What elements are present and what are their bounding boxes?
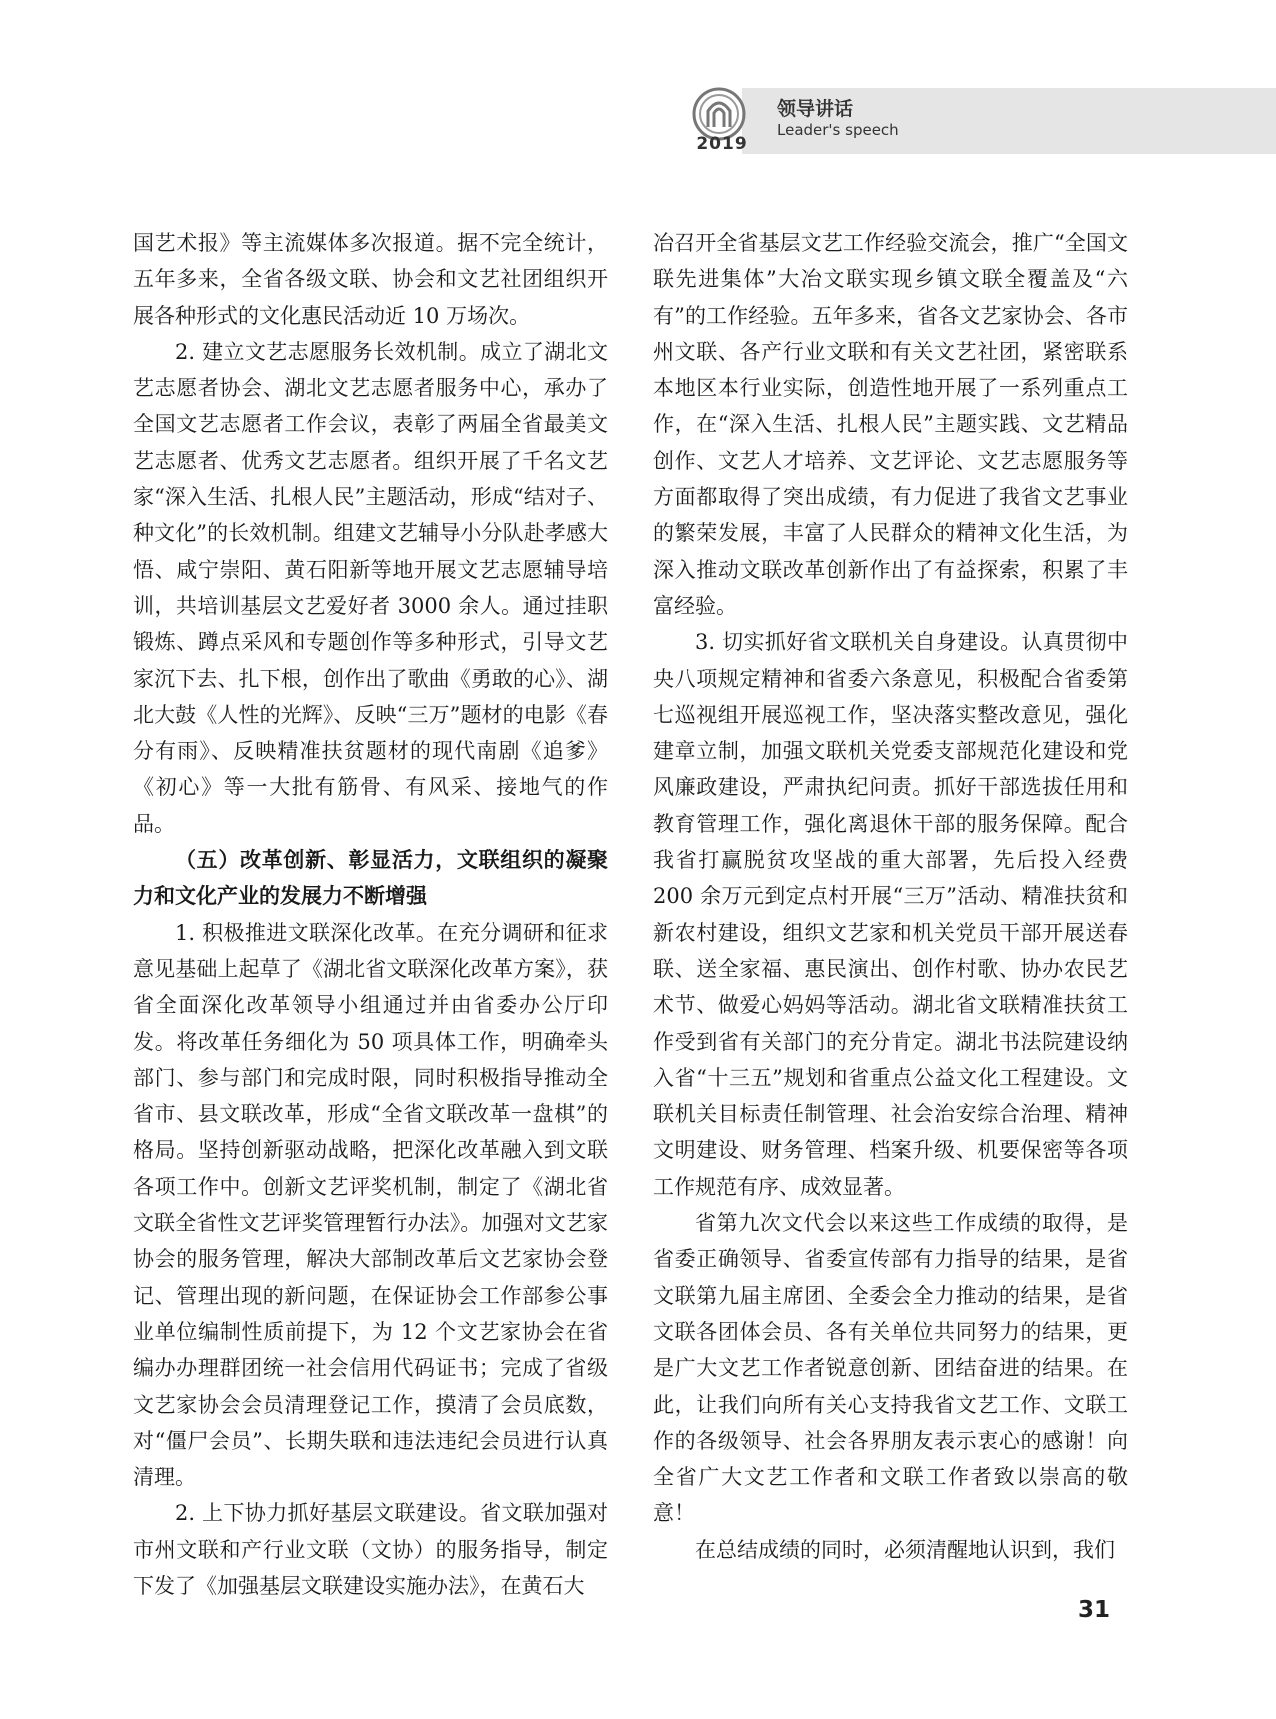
paragraph: 2. 建立文艺志愿服务长效机制。成立了湖北文艺志愿者协会、湖北文艺志愿者服务中心，承办了全国文艺志愿者工作会议，表彰了两届全省最美文艺志愿者、优秀文艺志愿者。组织开展了千名文艺家“深入生活、扎根人民”主题活动，形成“结对子、种文化”的长效机制。组建文艺辅导小分队赴孝感大悟、咸宁崇阳、黄石阳新等地开展文艺志愿辅导培训，共培训基层文艺爱好者 3000 余人。通过挂职锻炼、蹲点采风和专题创作等多种形式，引导文艺家沉下去、扎下根，创作出了歌曲《勇敢的心》、湖北大鼓《人性的光辉》、反映“三万”题材的电影《春分有雨》、反映精准扶贫题材的现代南剧《追爹》《初心》等一大批有筋骨、有风采、接地气的作品。	[133, 339, 608, 836]
section-title-en: Leader's speech	[777, 121, 899, 139]
paragraph: 省第九次文代会以来这些工作成绩的取得，是省委正确领导、省委宣传部有力指导的结果，是省文联第九届主席团、全委会全力推动的结果，是省文联各团体会员、各有关单位共同努力的结果，更是广大文艺工作者锐意创新、团结奋进的结果。在此，让我们向所有关心支持我省文艺工作、文联工作的各级领导、社会各界朋友表示衷心的感谢！向全省广大文艺工作者和文联工作者致以崇高的敬意！	[653, 1211, 1128, 1526]
paragraph: 1. 积极推进文联深化改革。在充分调研和征求意见基础上起草了《湖北省文联深化改革方案》，获省全面深化改革领导小组通过并由省委办公厅印发。将改革任务细化为 50 项具体工作，明确牵头部门、参与部门和完成时限，同时积极指导推动全省市、县文联改革，形成“全省文联改革一盘棋”的格局。坚持创新驱动战略，把深化改革融入到文联各项工作中。创新文艺评奖机制，制定了《湖北省文联全省性文艺评奖管理暂行办法》。加强对文艺家协会的服务管理，解决大部制改革后文艺家协会登记、管理出现的新问题，在保证协会工作部参公事业单位编制性质前提下，为 12 个文艺家协会在省编办办理群团统一社会信用代码证书；完成了省级文艺家协会会员清理登记工作，摸清了会员底数，对“僵尸会员”、长期失联和违法违纪会员进行认真清理。	[133, 920, 608, 1490]
section-title-cn: 领导讲话	[777, 98, 854, 120]
paragraph: 冶召开全省基层文艺工作经验交流会，推广“全国文联先进集体”大冶文联实现乡镇文联全覆盖及“六有”的工作经验。五年多来，省各文艺家协会、各市州文联、各产行业文联和有关文艺社团，紧密联系本地区本行业实际，创造性地开展了一系列重点工作，在“深入生活、扎根人民”主题实践、文艺精品创作、文艺人才培养、文艺评论、文艺志愿服务等方面都取得了突出成绩，有力促进了我省文艺事业的繁荣发展，丰富了人民群众的精神文化生活，为深入推动文联改革创新作出了有益探索，积累了丰富经验。	[653, 231, 1128, 618]
paragraph: 在总结成绩的同时，必须清醒地认识到，我们	[695, 1537, 1115, 1562]
year-label: 2019	[696, 134, 748, 154]
right-column	[653, 225, 1128, 1568]
section-heading: （五）改革创新、彰显活力，文联组织的凝聚力和文化产业的发展力不断增强	[133, 848, 608, 909]
paragraph: 3. 切实抓好省文联机关自身建设。认真贯彻中央八项规定精神和省委六条意见，积极配合省委第七巡视组开展巡视工作，坚决落实整改意见，强化建章立制，加强文联机关党委支部规范化建设和党风廉政建设，严肃执纪问责。抓好干部选拔任用和教育管理工作，强化离退休干部的服务保障。配合我省打赢脱贫攻坚战的重大部署，先后投入经费 200 余万元到定点村开展“三万”活动、精准扶贫和新农村建设，组织文艺家和机关党员干部开展送春联、送全家福、惠民演出、创作村歌、协办农民艺术节、做爱心妈妈等活动。湖北省文联精准扶贫工作受到省有关部门的充分肯定。湖北书法院建设纳入省“十三五”规划和省重点公益文化工程建设。文联机关目标责任制管理、社会治安综合治理、精神文明建设、财务管理、档案升级、机要保密等各项工作规范有序、成效显著。	[653, 630, 1128, 1199]
left-column	[133, 225, 608, 1604]
page-number: 31	[1078, 1597, 1111, 1623]
paragraph: 2. 上下协力抓好基层文联建设。省文联加强对市州文联和产行业文联（文协）的服务指导，制定下发了《加强基层文联建设实施办法》，在黄石大	[133, 1501, 608, 1598]
paragraph: 国艺术报》等主流媒体多次报道。据不完全统计，五年多来，全省各级文联、协会和文艺社团组织开展各种形式的文化惠民活动近 10 万场次。	[133, 231, 608, 328]
